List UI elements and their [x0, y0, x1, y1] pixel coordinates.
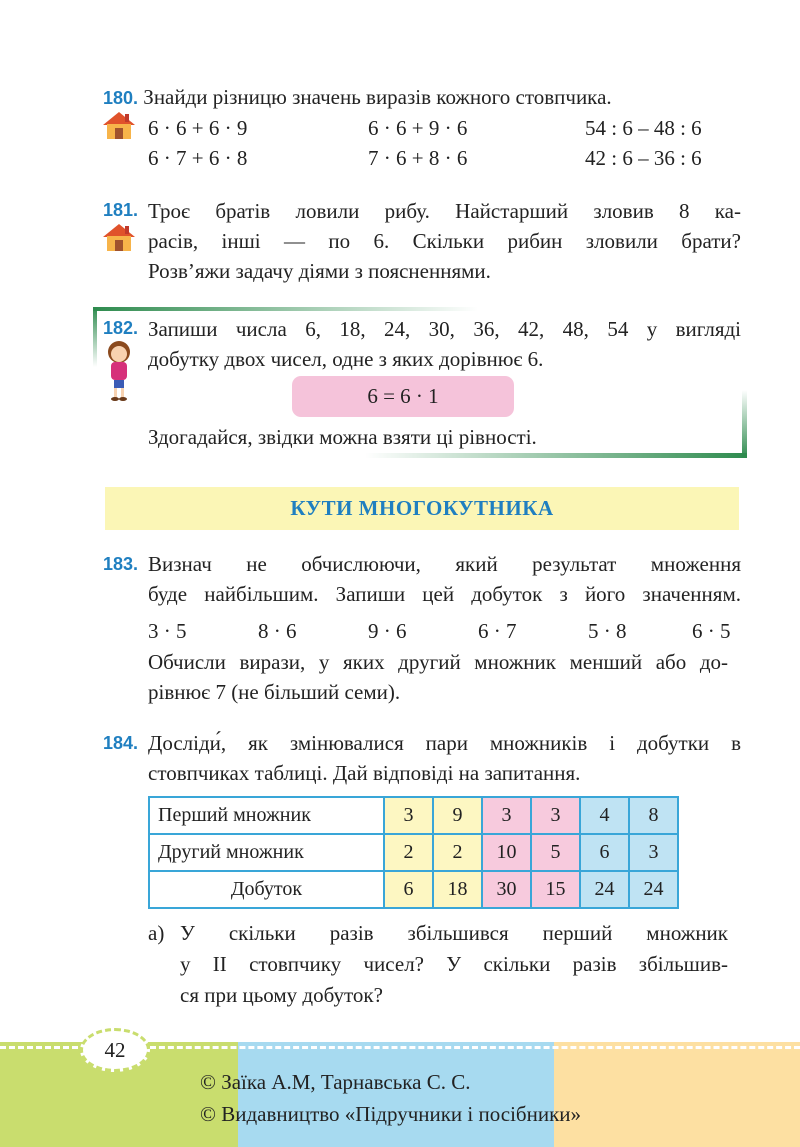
- row-label: Добуток: [149, 871, 384, 908]
- footer-band-orange: [554, 1042, 800, 1147]
- table-row: [149, 797, 678, 834]
- dashed-line: [0, 1046, 78, 1049]
- section-heading-band: [105, 487, 739, 530]
- task-text-line: Визнач не обчислюючи, який результат множення: [148, 552, 741, 576]
- task-number: 180.: [103, 88, 139, 108]
- frame-top: [93, 307, 478, 311]
- section-heading: КУТИ МНОГОКУТНИКА: [290, 496, 554, 520]
- task-number: 181.: [103, 200, 139, 220]
- table-cell: 9: [433, 797, 482, 834]
- frame-right: [742, 390, 747, 458]
- copyright-authors: © Заїка А.М, Тарнавська С. С.: [200, 1070, 471, 1094]
- table-cell: 3: [384, 797, 433, 834]
- row-label: Другий множник: [149, 834, 384, 871]
- frame-bottom: [365, 453, 747, 458]
- expression: 7 · 6 + 8 · 6: [368, 146, 468, 170]
- copyright-publisher: © Видавництво «Підручники і посібники»: [200, 1102, 582, 1126]
- hint-text: Здогадайся, звідки можна взяти ці рівності.: [148, 425, 537, 449]
- question-text-line: ся при цьому добуток?: [180, 983, 383, 1007]
- task-text-line: Розв’яжи задачу діями з поясненнями.: [148, 259, 491, 283]
- table-cell: 3: [482, 797, 531, 834]
- task-text-line: Троє братів ловили рибу. Найстарший зловив 8 ка-: [148, 199, 741, 223]
- table-row: [149, 871, 678, 908]
- table-cell: 15: [531, 871, 580, 908]
- table-cell: 10: [482, 834, 531, 871]
- row-label: Перший множник: [149, 797, 384, 834]
- task-text-line: расів, інші — по 6. Скільки рибин зловили брати?: [148, 229, 741, 253]
- home-icon: [101, 110, 137, 140]
- task-text-line: Дослiди́, як змінювалися пари множників і добутки в: [148, 731, 741, 755]
- table-cell: 3: [629, 834, 678, 871]
- task-number: 182.: [103, 318, 139, 338]
- task-number: 184.: [103, 733, 139, 753]
- example-box: 6 = 6 · 1: [292, 376, 514, 417]
- table-cell: 24: [629, 871, 678, 908]
- expression: 54 : 6 – 48 : 6: [585, 116, 702, 140]
- product: 5 · 8: [588, 619, 627, 643]
- table-cell: 5: [531, 834, 580, 871]
- question-label: а): [148, 921, 165, 945]
- table-cell: 4: [580, 797, 629, 834]
- product: 6 · 5: [692, 619, 731, 643]
- expression: 6 · 7 + 6 · 8: [148, 146, 248, 170]
- table-cell: 24: [580, 871, 629, 908]
- task-number: 183.: [103, 554, 139, 574]
- product: 6 · 7: [478, 619, 517, 643]
- expression: 6 · 6 + 6 · 9: [148, 116, 248, 140]
- table-cell: 2: [433, 834, 482, 871]
- task-text: Знайди різницю значень виразів кожного стовпчика.: [143, 85, 612, 109]
- task-text-line: рівнює 7 (не більший семи).: [148, 680, 401, 704]
- task-text-line: Запиши числа 6, 18, 24, 30, 36, 42, 48, 54 у вигляді: [148, 317, 741, 341]
- table-cell: 3: [531, 797, 580, 834]
- multiplication-table: [148, 796, 679, 909]
- table-cell: 6: [580, 834, 629, 871]
- product: 9 · 6: [368, 619, 407, 643]
- task-text-line: буде найбільшим. Запиши цей добуток з його значенням.: [148, 582, 741, 606]
- table-cell: 6: [384, 871, 433, 908]
- dashed-line: [150, 1046, 800, 1049]
- task-text-line: стовпчиках таблиці. Дай відповіді на запитання.: [148, 761, 581, 785]
- task-text-line: Обчисли вирази, у яких другий множник менший або до-: [148, 650, 728, 674]
- expression: 6 · 6 + 9 · 6: [368, 116, 468, 140]
- task-text-line: добутку двох чисел, одне з яких дорівнює 6.: [148, 347, 544, 371]
- question-text-line: У скільки разів збільшився перший множник: [180, 921, 728, 945]
- table-row: [149, 834, 678, 871]
- girl-icon: [102, 340, 136, 402]
- table-cell: 18: [433, 871, 482, 908]
- page-number: 42: [80, 1028, 150, 1072]
- question-text-line: у II стовпчику чисел? У скільки разів збільшив-: [180, 952, 728, 976]
- product: 8 · 6: [258, 619, 297, 643]
- product: 3 · 5: [148, 619, 187, 643]
- frame-left: [93, 307, 97, 367]
- table-cell: 8: [629, 797, 678, 834]
- expression: 42 : 6 – 36 : 6: [585, 146, 702, 170]
- table-cell: 2: [384, 834, 433, 871]
- table-cell: 30: [482, 871, 531, 908]
- home-icon: [101, 222, 137, 252]
